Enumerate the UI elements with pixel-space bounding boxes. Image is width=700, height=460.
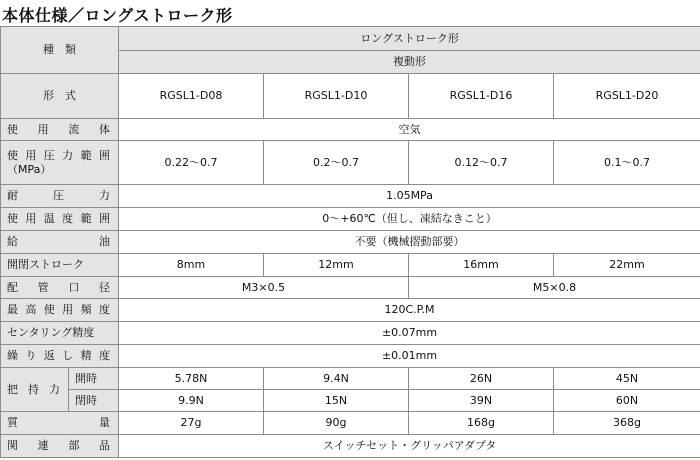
parts-label	[1, 435, 119, 458]
spaced-label: 最 高 使 用 頻 度	[7, 303, 110, 317]
table-row	[1, 254, 700, 277]
mass-cell: 368g	[554, 412, 700, 435]
fluid-value: 空気	[119, 119, 700, 141]
table-row	[1, 208, 700, 231]
unit-label: （MPa）	[7, 162, 52, 176]
lube-label	[1, 231, 119, 254]
grip-open-cell: 5.78N	[119, 368, 264, 390]
spaced-label: 給 油	[7, 235, 110, 249]
pressure-cell: 0.22〜0.7	[119, 141, 264, 185]
table-row	[1, 119, 700, 141]
model-cell: RGSL1-D10	[264, 74, 409, 119]
spaced-label: 使 用 温 度 範 囲	[7, 212, 110, 226]
grip-close-cell: 9.9N	[119, 390, 264, 412]
table-row	[1, 412, 700, 435]
spaced-label: 質 量	[7, 416, 110, 430]
model-cell: RGSL1-D08	[119, 74, 264, 119]
centering-value: ±0.07mm	[119, 322, 700, 345]
spaced-label: 配 管 口 径	[7, 280, 110, 294]
table-row	[1, 345, 700, 368]
mass-cell: 168g	[409, 412, 554, 435]
spaced-label: 使 用 流 体	[7, 122, 110, 136]
spec-table	[0, 26, 700, 458]
fluid-label	[1, 119, 119, 141]
table-row	[1, 368, 700, 390]
stroke-label: 開閉ストローク	[1, 254, 119, 277]
grip-open-cell: 26N	[409, 368, 554, 390]
page-title: 本体仕様／ロングストローク形	[2, 6, 233, 25]
pressure-cell: 0.1〜0.7	[554, 141, 700, 185]
table-row	[1, 299, 700, 322]
table-row	[1, 322, 700, 345]
temp-value: 0〜+60℃（但し、凍結なきこと）	[119, 208, 700, 231]
grip-open-label: 開時	[69, 368, 119, 390]
mass-label	[1, 412, 119, 435]
table-row	[1, 277, 700, 299]
stroke-cell: 16mm	[409, 254, 554, 277]
proof-value: 1.05MPa	[119, 185, 700, 208]
pressure-cell: 0.12〜0.7	[409, 141, 554, 185]
pressure-label	[1, 141, 119, 185]
grip-open-cell: 45N	[554, 368, 700, 390]
mass-cell: 27g	[119, 412, 264, 435]
kind-label: 種 類	[43, 43, 76, 57]
freq-value: 120C.P.M	[119, 299, 700, 322]
grip-open-cell: 9.4N	[264, 368, 409, 390]
grip-close-cell: 39N	[409, 390, 554, 412]
lube-value: 不要（機械摺動部要）	[119, 231, 700, 254]
table-row	[1, 435, 700, 458]
table-row	[1, 141, 700, 185]
spaced-label: 耐 圧 力	[7, 189, 110, 203]
model-cell: RGSL1-D16	[409, 74, 554, 119]
grip-close-label: 閉時	[69, 390, 119, 412]
spaced-label: 関 連 部 品	[7, 439, 110, 453]
action-type: 複動形	[119, 51, 700, 74]
port-label	[1, 277, 119, 299]
table-row	[1, 231, 700, 254]
table-row	[1, 74, 700, 119]
freq-label	[1, 299, 119, 322]
proof-label	[1, 185, 119, 208]
model-cell: RGSL1-D20	[554, 74, 700, 119]
stroke-cell: 12mm	[264, 254, 409, 277]
pressure-cell: 0.2〜0.7	[264, 141, 409, 185]
grip-close-cell: 60N	[554, 390, 700, 412]
stroke-cell: 8mm	[119, 254, 264, 277]
port-value-large: M5×0.8	[409, 277, 700, 299]
table-row	[1, 185, 700, 208]
temp-label	[1, 208, 119, 231]
port-value-small: M3×0.5	[119, 277, 409, 299]
spaced-label: 繰 り 返 し 精 度	[7, 349, 110, 363]
grip-label	[1, 368, 69, 412]
spaced-label: 使 用 圧 力 範 囲	[7, 149, 110, 163]
centering-label: センタリング精度	[1, 322, 119, 345]
repeat-label	[1, 345, 119, 368]
table-row	[1, 390, 700, 412]
model-label: 形 式	[1, 74, 119, 119]
stroke-cell: 22mm	[554, 254, 700, 277]
kind-label-cell	[1, 27, 119, 74]
mass-cell: 90g	[264, 412, 409, 435]
spaced-label: 把 持 力	[7, 382, 60, 396]
repeat-value: ±0.01mm	[119, 345, 700, 368]
table-row	[1, 27, 700, 51]
grip-close-cell: 15N	[264, 390, 409, 412]
parts-value: スイッチセット・グリッパアダプタ	[119, 435, 700, 458]
type-name: ロングストローク形	[119, 27, 700, 51]
